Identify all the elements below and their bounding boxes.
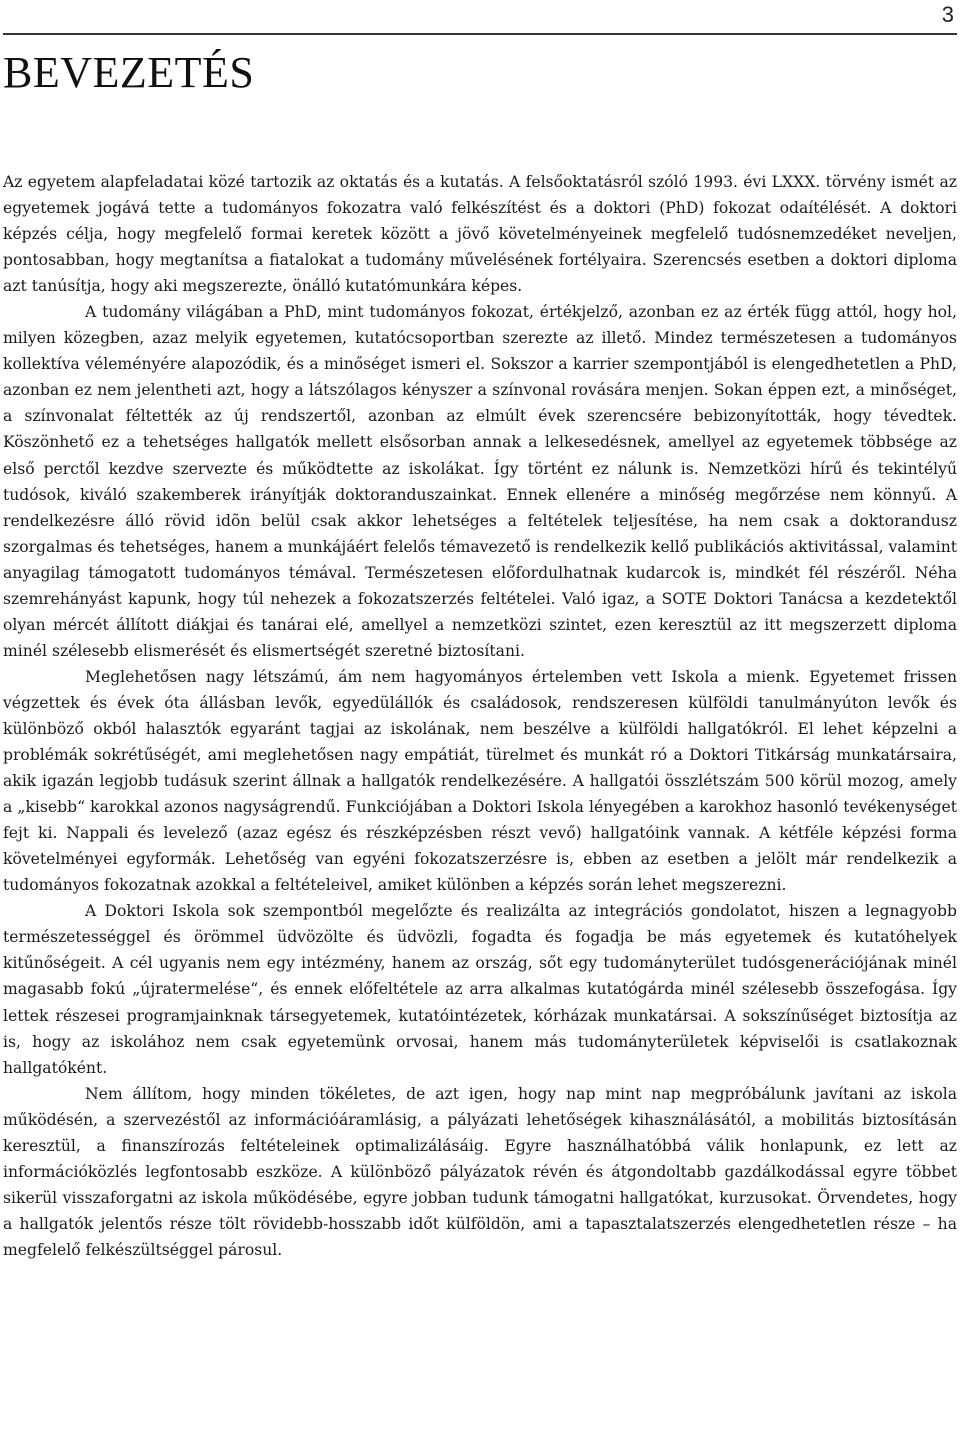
page-title: BEVEZETÉS <box>3 48 255 97</box>
body-text <box>3 169 957 1263</box>
page-number: 3 <box>941 2 954 27</box>
paragraph-improvement: Nem állítom, hogy minden tökéletes, de azt igen, hogy nap mint nap megpróbálunk javítani az iskola működésén, a szervezéstől az információáramlásig, a pályázati lehetőségek kihasználásától, a mobilitás biztosításán keresztül, a finanszírozás feltételeinek optimalizálásáig. Egyre használhatóbbá válik honlapunk, ez lett az információközlés legfontosabb eszköze. A különböző pályázatok révén és átgondoltabb gazdálkodással egyre többet sikerül visszaforgatni az iskola működésébe, egyre jobban tudunk támogatni hallgatókat, kurzusokat. Örvendetes, hogy a hallgatók jelentős része tölt rövidebb-hosszabb időt külföldön, ami a tapasztalatszerzés elengedhetetlen része – ha megfelelő felkészültséggel párosul. <box>3 1084 957 1259</box>
paragraph-school-size: Meglehetősen nagy létszámú, ám nem hagyományos értelemben vett Iskola a mienk. Egyetemet frissen végzettek és évek óta állásban levők, egyedülállók és családosok, rendszeresen külföldi tanulmányúton levők és különböző okból halasztók egyaránt tagjai az iskolának, nem beszélve a külföldi hallgatókról. El lehet képzelni a problémák sokrétűségét, ami meglehetősen nagy empátiát, türelmet és munkát ró a Doktori Titkárság munkatársaira, akik igazán legjobb tudásuk szerint állnak a hallgatók rendelkezésére. A hallgatói összlétszám 500 körül mozog, amely a „kisebb“ karokkal azonos nagyságrendű. Funkciójában a Doktori Iskola lényegében a karokhoz hasonló tevékenységet fejt ki. Nappali és levelező (azaz egész és részképzésben részt vevő) hallgatóink vannak. A kétféle képzési forma követelményei egyformák. Lehetőség van egyéni fokozatszerzésre is, ebben az esetben a jelölt már rendelkezik a tudományos fokozatnak azokkal a feltételeivel, amiket különben a képzés során lehet megszerezni. <box>3 667 957 895</box>
paragraph-integration: A Doktori Iskola sok szempontból megelőzte és realizálta az integrációs gondolatot, hiszen a legnagyobb természetességgel és örömmel üdvözölte és üdvözli, fogadta és fogadja be más egyetemek és kutatóhelyek kitűnőségeit. A cél ugyanis nem egy intézmény, hanem az ország, sőt egy tudományterület tudósgenerációjának minél magasabb fokú „újratermelése“, és ennek előfeltétele az arra alkalmas kutatógárda minél szélesebb összefogása. Így lettek részesei programjainknak társegyetemek, kutatóintézetek, kórházak munkatársai. A sokszínűséget biztosítja az is, hogy az iskolához nem csak egyetemünk orvosai, hanem más tudományterületek képviselői is csatlakoznak hallgatóként. <box>3 902 957 1077</box>
paragraph-intro: Az egyetem alapfeladatai közé tartozik az oktatás és a kutatás. A felsőoktatásról szóló 1993. évi LXXX. törvény ismét az egyetemek jogává tette a tudományos fokozatra való felkészítést és a doktori (PhD) fokozat odaítélését. A doktori képzés célja, hogy megfelelő formai keretek között a jövő követelményeinek megfelelő tudósnemzedéket neveljen, pontosabban, hogy megtanítsa a fiatalokat a tudomány művelésének fortélyaira. Szerencsés esetben a doktori diploma azt tanúsítja, hogy aki megszerezte, önálló kutatómunkára képes. <box>3 173 957 296</box>
header-rule <box>3 33 957 35</box>
paragraph-phd-value: A tudomány világában a PhD, mint tudományos fokozat, értékjelző, azonban ez az érték függ attól, hogy hol, milyen közegben, azaz melyik egyetemen, kutatócsoportban szerezte az illető. Mindez természetesen a tudományos kollektíva véleményére alapozódik, és a minőséget ismeri el. Sokszor a karrier szempontjából is elengedhetetlen a PhD, azonban ez nem jelentheti azt, hogy a látszólagos kényszer a színvonal rovására menjen. Sokan éppen ezt, a minőséget, a színvonalat féltették az új rendszertől, azonban az elmúlt évek szerencsére bebizonyították, hogy tévedtek. Köszönhető ez a tehetséges hallgatók mellett elsősorban annak a lelkesedésnek, amellyel az egyetemek többsége az első perctől kezdve szervezte és működtette az iskolákat. Így történt ez nálunk is. Nemzetközi hírű és tekintélyű tudósok, kiváló szakemberek irányítják doktoranduszainkat. Ennek ellenére a minőség megőrzése nem könnyű. A rendelkezésre álló rövid idõn belül csak akkor lehetséges a feltételek teljesítése, ha nem csak a doktorandusz szorgalmas és tehetséges, hanem a munkájáért felelős témavezető is rendelkezik kellő publikációs aktivitással, valamint anyagilag támogatott tudományos témával. Természetesen előfordulhatnak kudarcok is, mindkét fél részéről. Néha szemrehányást kapunk, hogy túl nehezek a fokozatszerzés feltételei. Való igaz, a SOTE Doktori Tanácsa a kezdetektől olyan mércét állított diákjai és tanárai elé, amellyel a nemzetközi szintet, ezen keresztül az itt megszerzett diploma minél szélesebb elismerését és elismertségét szeretné biztosítani. <box>3 303 957 660</box>
